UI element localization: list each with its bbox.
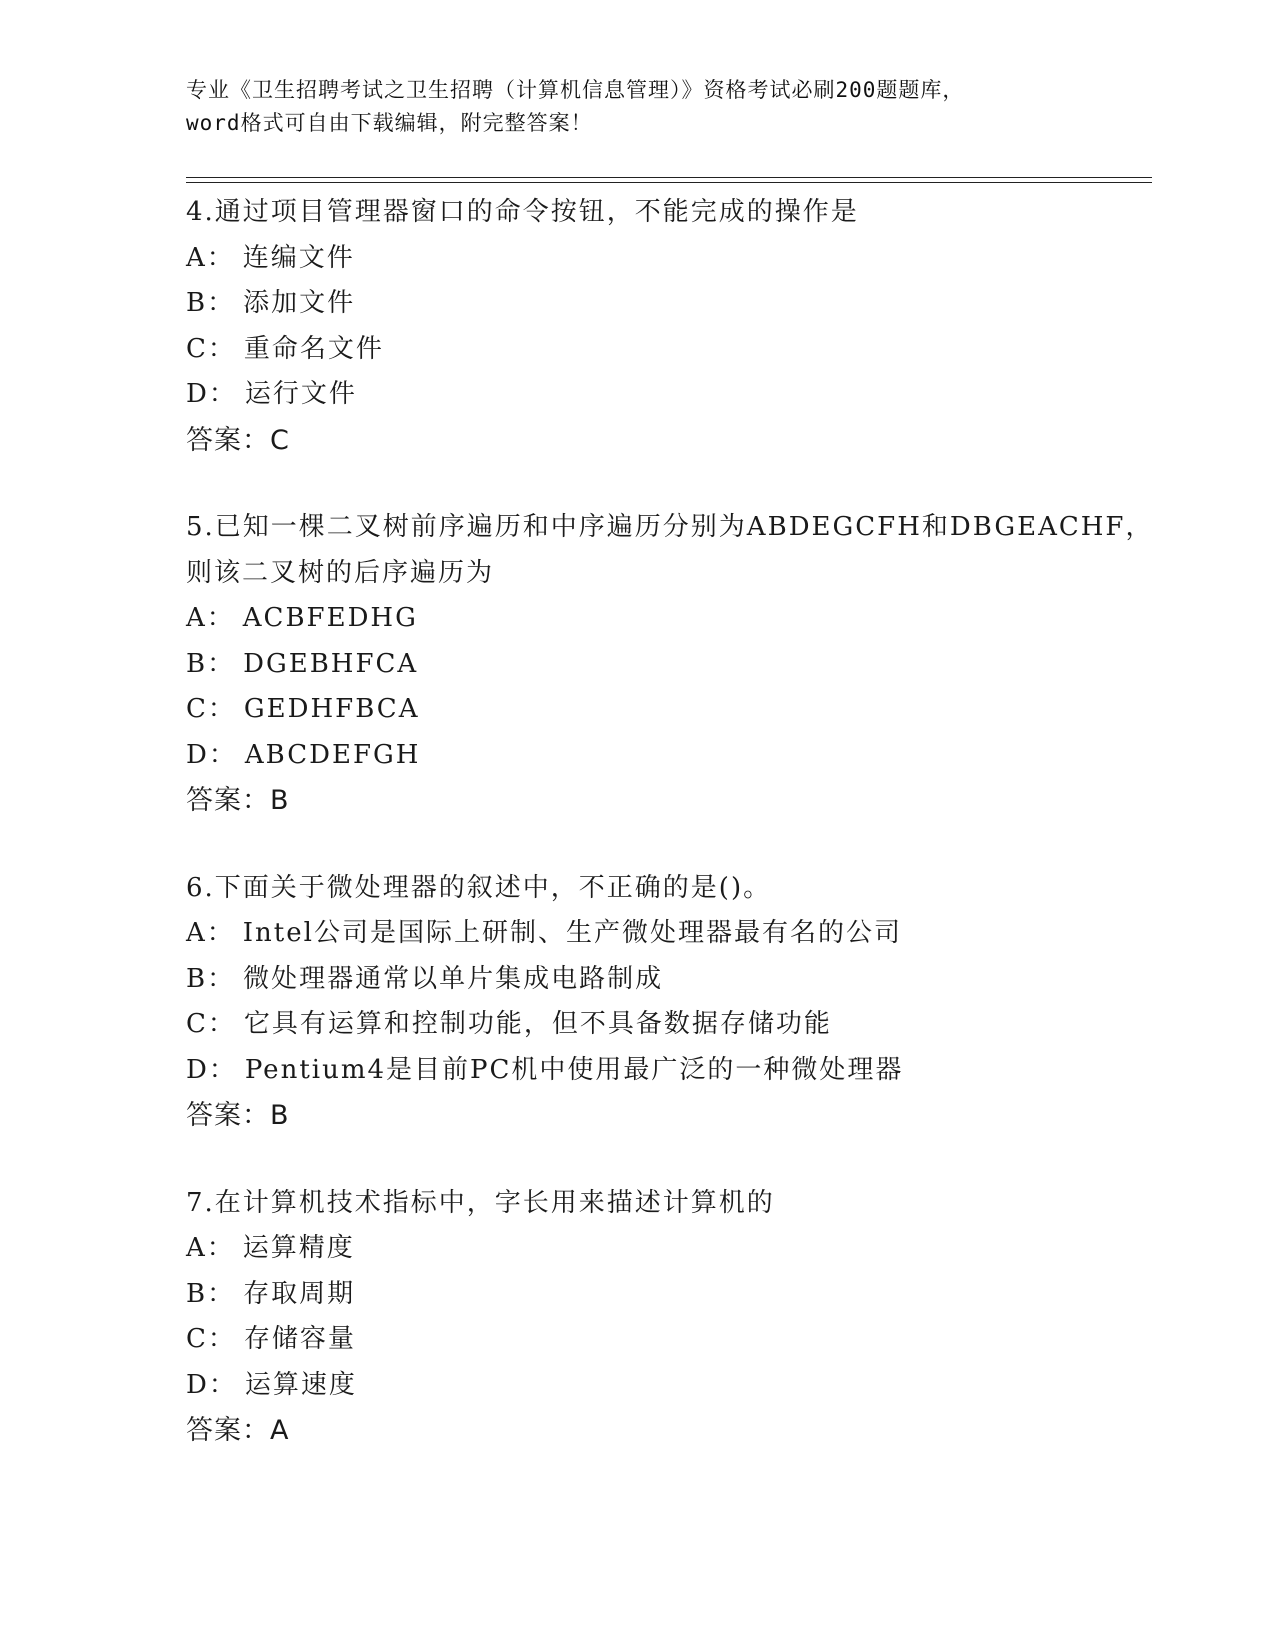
answer-option xyxy=(186,733,1166,779)
option-label: A： xyxy=(186,242,235,273)
question-stem: 6.下面关于微处理器的叙述中，不正确的是()。 xyxy=(186,872,772,903)
option-label: A： xyxy=(186,918,235,948)
option-text: ACBFEDHG xyxy=(242,603,418,633)
option-label: C： xyxy=(186,694,236,724)
question-stem: 5.已知一棵二叉树前序遍历和中序遍历分别为ABDEGCFH和DBGEACHF， xyxy=(186,512,1154,542)
question-stem: 7.在计算机技术指标中，字长用来描述计算机的 xyxy=(186,1187,775,1218)
option-text: 存储容量 xyxy=(243,1324,356,1354)
option-text: 添加文件 xyxy=(243,288,356,318)
question-block xyxy=(186,1181,1166,1454)
option-label: B： xyxy=(186,288,236,318)
option-text: ABCDEFGH xyxy=(244,739,421,770)
answer-option xyxy=(186,372,1166,418)
question-stem: 4.通过项目管理器窗口的命令按钮，不能完成的操作是 xyxy=(186,197,859,227)
option-text: Pentium4是目前PC机中使用最广泛的一种微处理器 xyxy=(244,1054,904,1085)
option-text: 重命名文件 xyxy=(243,333,384,364)
option-text: GEDHFBCA xyxy=(243,694,420,724)
option-text: 运行文件 xyxy=(244,379,357,409)
document-header xyxy=(186,74,1066,140)
answer-option xyxy=(186,281,1166,327)
option-label: A： xyxy=(186,1233,235,1263)
option-text: 运算精度 xyxy=(242,1233,355,1263)
question-block xyxy=(186,866,1166,1139)
answer-option xyxy=(186,1272,1166,1318)
answer-key: 答案：B xyxy=(186,1100,290,1131)
option-label: C： xyxy=(186,333,236,364)
question-stem: 则该二叉树的后序遍历为 xyxy=(186,557,495,588)
option-label: D： xyxy=(186,379,237,409)
option-label: B： xyxy=(186,963,236,994)
answer-option xyxy=(186,642,1166,688)
answer-option xyxy=(186,1363,1166,1409)
option-label: D： xyxy=(186,1369,237,1400)
option-text: 微处理器通常以单片集成电路制成 xyxy=(243,963,664,994)
option-text: 存取周期 xyxy=(243,1278,356,1309)
option-label: B： xyxy=(186,1278,236,1309)
option-label: C： xyxy=(186,1009,236,1039)
answer-option xyxy=(186,911,1166,957)
option-text: 运算速度 xyxy=(244,1369,357,1400)
answer-key: 答案：C xyxy=(186,424,290,456)
option-text: Intel公司是国际上研制、生产微处理器最有名的公司 xyxy=(242,918,902,948)
header-line-2: word格式可自由下载编辑，附完整答案！ xyxy=(186,111,593,135)
option-label: C： xyxy=(186,1324,236,1354)
answer-option xyxy=(186,236,1166,282)
answer-option xyxy=(186,957,1166,1003)
answer-option xyxy=(186,1226,1166,1272)
option-text: DGEBHFCA xyxy=(243,648,419,679)
answer-option xyxy=(186,596,1166,642)
answer-option xyxy=(186,1317,1166,1363)
option-label: B： xyxy=(186,648,236,679)
header-line-1: 专业《卫生招聘考试之卫生招聘（计算机信息管理）》资格考试必刷200题题库， xyxy=(186,78,965,102)
option-text: 连编文件 xyxy=(242,242,355,273)
question-list xyxy=(186,190,1166,1496)
answer-option xyxy=(186,327,1166,373)
option-text: 它具有运算和控制功能，但不具备数据存储功能 xyxy=(243,1009,832,1039)
question-block xyxy=(186,505,1166,824)
header-divider-top xyxy=(186,177,1152,178)
option-label: D： xyxy=(186,739,237,770)
answer-key: 答案：B xyxy=(186,785,290,816)
answer-option xyxy=(186,687,1166,733)
question-block xyxy=(186,190,1166,463)
answer-option xyxy=(186,1002,1166,1048)
option-label: D： xyxy=(186,1054,237,1085)
answer-option xyxy=(186,1048,1166,1094)
answer-key: 答案：A xyxy=(186,1415,290,1446)
header-divider-bottom xyxy=(186,182,1152,183)
option-label: A： xyxy=(186,603,235,633)
